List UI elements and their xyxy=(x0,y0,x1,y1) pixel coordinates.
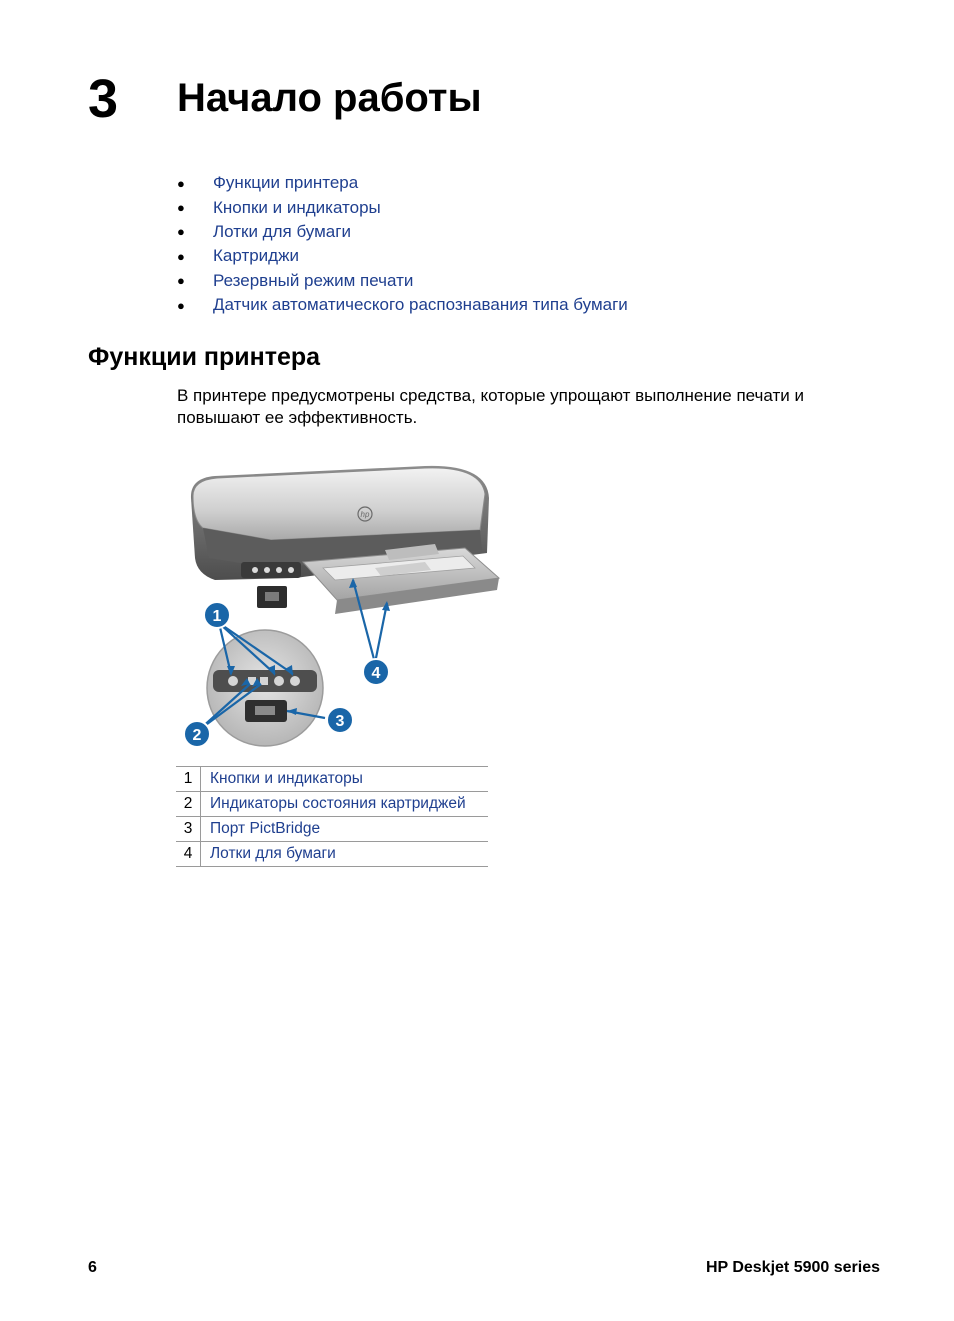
toc-link-reserve-print-mode[interactable]: Резервный режим печати xyxy=(213,270,414,290)
callout-badge-4 xyxy=(363,659,389,685)
toc-link-paper-type-sensor[interactable]: Датчик автоматического распознавания типа бумаги xyxy=(213,295,628,315)
toc-link-cartridges[interactable]: Картриджи xyxy=(213,246,299,266)
legend-number: 2 xyxy=(176,792,201,817)
toc-item xyxy=(177,269,628,293)
callout-badge-3 xyxy=(327,707,353,733)
section-title: Функции принтера xyxy=(88,343,321,371)
toc-item xyxy=(177,195,628,219)
chapter-title: Начало работы xyxy=(177,76,482,120)
legend-link-buttons-and-lights[interactable]: Кнопки и индикаторы xyxy=(210,770,363,787)
legend-link-pictbridge-port[interactable]: Порт PictBridge xyxy=(210,820,321,837)
callout-badge-2 xyxy=(184,721,210,747)
chapter-number: 3 xyxy=(88,69,119,129)
callout-badge-1 xyxy=(204,602,230,628)
toc-item xyxy=(177,293,628,317)
toc-link-buttons-and-lights[interactable]: Кнопки и индикаторы xyxy=(213,197,381,217)
bullet-icon: ● xyxy=(177,175,185,191)
toc-item xyxy=(177,171,628,195)
legend-number: 1 xyxy=(176,767,201,792)
svg-text:2: 2 xyxy=(192,727,202,744)
svg-text:hp: hp xyxy=(360,510,370,519)
toc-item xyxy=(177,244,628,268)
bullet-icon: ● xyxy=(177,200,185,216)
legend-number: 3 xyxy=(176,817,201,842)
page-number: 6 xyxy=(88,1259,97,1276)
bullet-icon: ● xyxy=(177,297,185,313)
toc-link-paper-trays[interactable]: Лотки для бумаги xyxy=(213,221,351,241)
bullet-icon: ● xyxy=(177,273,185,289)
svg-text:1: 1 xyxy=(212,608,222,625)
section-body-text: В принтере предусмотрены средства, которые упрощают выполнение печати и повышают ее эффективность. xyxy=(177,386,804,427)
legend-link-cartridge-status-lights[interactable]: Индикаторы состояния картриджей xyxy=(210,795,466,812)
bullet-icon: ● xyxy=(177,224,185,240)
table-row xyxy=(176,792,488,817)
legend-link-paper-trays[interactable]: Лотки для бумаги xyxy=(210,845,336,862)
toc-link-printer-features[interactable]: Функции принтера xyxy=(213,173,359,193)
printer-illustration xyxy=(175,458,505,758)
svg-text:3: 3 xyxy=(335,713,345,730)
chapter-contents-list xyxy=(177,171,628,317)
figure-legend-table xyxy=(176,766,488,867)
legend-number: 4 xyxy=(176,842,201,867)
svg-text:4: 4 xyxy=(371,665,381,682)
product-name: HP Deskjet 5900 series xyxy=(705,1259,880,1276)
toc-item xyxy=(177,220,628,244)
bullet-icon: ● xyxy=(177,248,185,264)
table-row xyxy=(176,767,488,792)
table-row xyxy=(176,842,488,867)
table-row xyxy=(176,817,488,842)
